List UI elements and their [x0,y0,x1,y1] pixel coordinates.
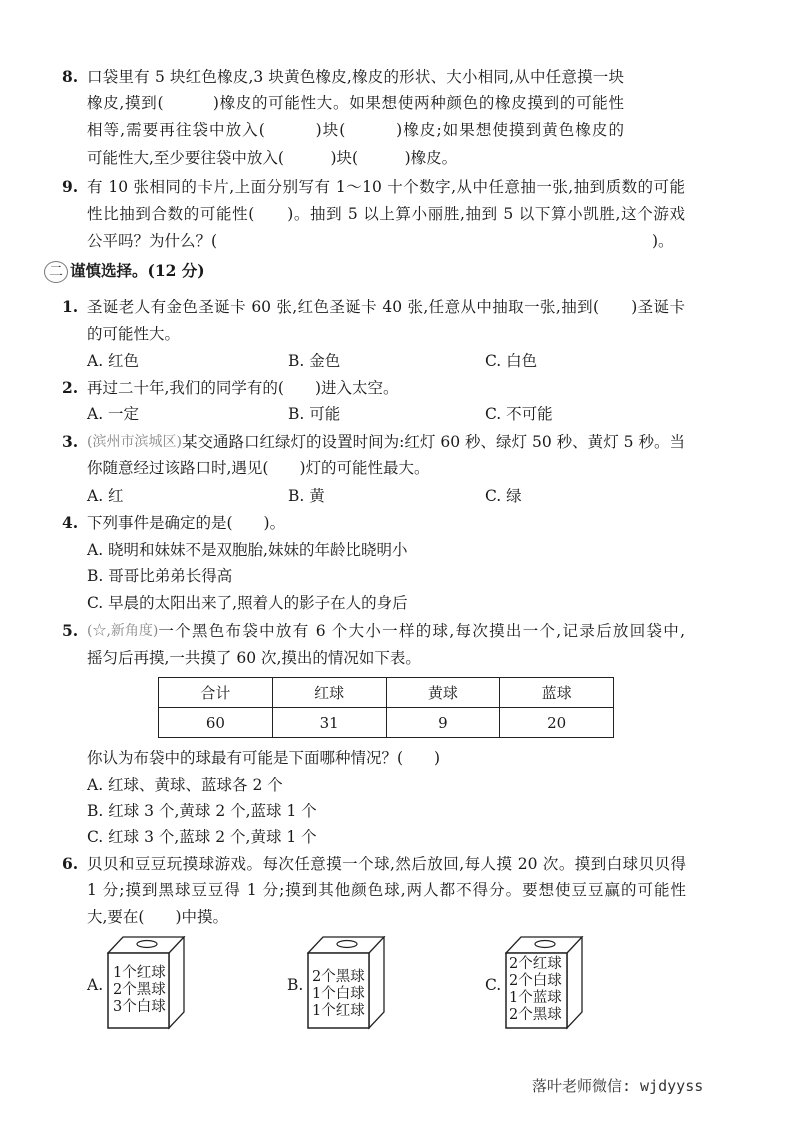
table-header-row [159,678,614,708]
q2-option-c: C. 不可能 [485,405,553,423]
table-cell: 9 [386,708,500,738]
box-item: 2个黑球 [312,969,365,985]
q5-number: 5. [62,621,79,640]
box-item: 1个白球 [312,986,365,1002]
q9-line: 有 10 张相同的卡片,上面分别写有 1～10 十个数字,从中任意抽一张,抽到质数的可能 [87,178,685,196]
q1-option-a: A. 红色 [87,352,140,370]
box-item: 2个黑球 [509,1007,562,1023]
q5-question: 你认为布袋中的球最有可能是下面哪种情况？( ) [87,749,441,767]
q8-line: 口袋里有 5 块红色橡皮,3 块黄色橡皮,橡皮的形状、大小相同,从中任意摸一块 [87,68,624,86]
watermark: 落叶老师微信: wjdyyss [532,1077,704,1095]
q9-answer-close: )。 [652,232,674,250]
q3-line: 你随意经过该路口时,遇见( )灯的可能性最大。 [87,459,430,477]
q3-line: 某交通路口红绿灯的设置时间为:红灯 60 秒、绿灯 50 秒、黄灯 5 秒。当 [181,433,685,451]
box-item: 2个红球 [509,956,562,972]
box-c-label: C. [485,976,502,994]
box-a [107,936,187,1031]
box-item: 3个白球 [113,999,166,1015]
box-item: 2个白球 [509,973,562,989]
table-cell: 60 [159,708,273,738]
q8-line: 相等,需要再往袋中放入( )块( )橡皮;如果想使摸到黄色橡皮的 [87,121,624,139]
q1-number: 1. [62,297,79,316]
q4-line: 下列事件是确定的是( )。 [87,514,286,532]
box-b [307,936,387,1031]
q5-results-table [158,677,614,738]
table-header: 黄球 [386,678,500,708]
q1-line: 圣诞老人有金色圣诞卡 60 张,红色圣诞卡 40 张,任意从中抽取一张,抽到( )圣诞卡 [87,298,685,316]
box-c-contents [509,956,562,1024]
q9-line: 性比抽到合数的可能性( )。抽到 5 以上算小丽胜,抽到 5 以下算小凯胜,这个游戏 [87,205,685,223]
table-cell: 20 [500,708,614,738]
box-item: 1个红球 [113,965,166,981]
box-item: 2个黑球 [113,982,166,998]
q9-line: 公平吗？为什么？( [87,232,218,250]
section-title: 谨慎选择。(12 分) [70,261,205,280]
q3-number: 3. [62,432,79,451]
q5-line: 摇匀后再摸,一共摸了 60 次,摸出的情况如下表。 [87,649,421,667]
q4-option-b: B. 哥哥比弟弟长得高 [87,567,233,585]
box-b-contents [312,969,365,1020]
box-c [505,936,585,1031]
q3-option-a: A. 红 [87,487,124,505]
q5-option-a: A. 红球、黄球、蓝球各 2 个 [87,776,283,794]
q5-source: (☆,新角度) [87,623,159,639]
q6-line: 1 分;摸到黑球豆豆得 1 分;摸到其他颜色球,两人都不得分。要想使豆豆赢的可能性 [87,881,686,899]
box-a-contents [113,965,166,1016]
q6-line: 大,要在( )中摸。 [87,908,229,926]
q4-option-c: C. 早晨的太阳出来了,照着人的影子在人的身后 [87,594,408,612]
table-row [159,708,614,738]
q3-option-c: C. 绿 [485,487,522,505]
table-cell: 31 [272,708,386,738]
q5-line: 一个黑色布袋中放有 6 个大小一样的球,每次摸出一个,记录后放回袋中, [158,622,685,640]
q8-number: 8. [62,67,79,86]
q6-line: 贝贝和豆豆玩摸球游戏。每次任意摸一个球,然后放回,每人摸 20 次。摸到白球贝贝得 [87,855,686,873]
box-b-label: B. [287,976,304,994]
q4-number: 4. [62,513,79,532]
q5-option-b: B. 红球 3 个,黄球 2 个,蓝球 1 个 [87,802,317,820]
q4-option-a: A. 晓明和妹妹不是双胞胎,妹妹的年龄比晓明小 [87,541,408,559]
box-item: 1个蓝球 [509,990,562,1006]
table-header: 蓝球 [500,678,614,708]
q2-line: 再过二十年,我们的同学有的( )进入太空。 [87,379,399,397]
q2-option-b: B. 可能 [288,405,341,423]
table-header: 红球 [272,678,386,708]
q1-option-c: C. 白色 [485,352,538,370]
q8-line: 可能性大,至少要往袋中放入( )块( )橡皮。 [87,149,458,167]
q1-option-b: B. 金色 [288,352,341,370]
q5-option-c: C. 红球 3 个,蓝球 2 个,黄球 1 个 [87,828,317,846]
q1-line: 的可能性大。 [87,325,181,343]
section-number-badge: 二 [44,261,68,283]
q2-number: 2. [62,378,79,397]
q9-number: 9. [62,177,79,196]
q6-number: 6. [62,854,79,873]
q3-source: (滨州市滨城区) [87,434,182,450]
table-header: 合计 [159,678,273,708]
q2-option-a: A. 一定 [87,405,140,423]
box-item: 1个红球 [312,1003,365,1019]
q8-line: 橡皮,摸到( )橡皮的可能性大。如果想使两种颜色的橡皮摸到的可能性 [87,94,624,112]
box-a-label: A. [87,976,104,994]
q3-option-b: B. 黄 [288,487,325,505]
